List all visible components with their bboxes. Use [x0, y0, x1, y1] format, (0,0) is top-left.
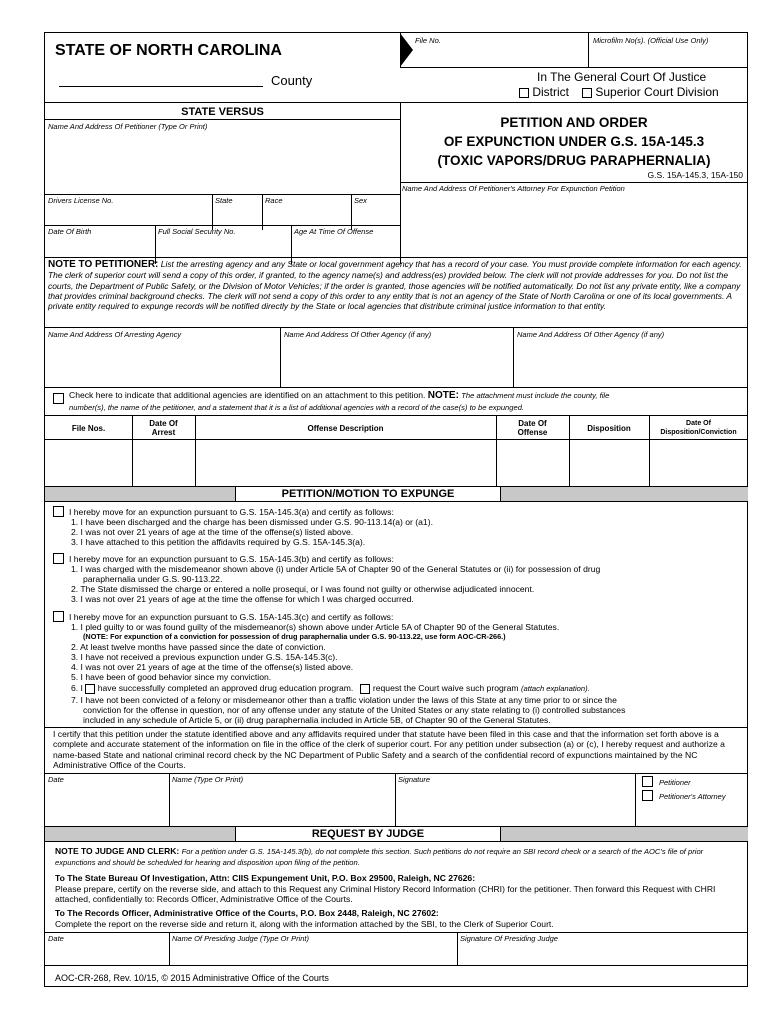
- ssn-label: Full Social Security No.: [158, 227, 236, 236]
- additional-agencies-checkbox[interactable]: [53, 393, 64, 404]
- sig-divider-2: [395, 773, 396, 826]
- item-6-option-a: have successfully completed an approved drug education program.: [97, 683, 354, 693]
- col-date-offense-1: Date Of: [518, 419, 547, 428]
- col-disposition: Disposition: [587, 424, 631, 433]
- petitioner-checkbox[interactable]: [642, 776, 653, 787]
- court-title: In The General Court Of Justice: [537, 70, 707, 84]
- state-label: State: [215, 196, 233, 205]
- certification-text: I certify that this petition under the statute identified above and any affidavits required under that statute have been filed in this case and that the information set forth above is a complete and accurate statement of the information on file in the office of the clerk of superior court. For any petition under subsection (a) or (c), I hereby request and authorize a name-based State and national criminal record check by the NC Department of Public Safety and a search of the confidential record of expunctions maintained by the NC Administrative Office of the Courts.: [53, 729, 725, 770]
- item-6-option-b-note: (attach explanation).: [520, 684, 590, 693]
- attachment-note-head: NOTE:: [427, 390, 459, 401]
- judge-note-text: For a petition under G.S. 15A-145.3(b), do not complete this section. Such petitions do not require an SBI record check or a search of the AOC's file of prior expunctions and should be scheduled for hearing and disposition upon filing of the petition.: [55, 847, 704, 867]
- section-b-item-3: 3. I was not over 21 years of age at the time the offense for which I was charged occurred.: [71, 594, 414, 604]
- petitioner-role-label: Petitioner: [659, 778, 691, 787]
- petition-title-1: PETITION AND ORDER: [500, 115, 648, 130]
- microfilm-divider: [588, 33, 589, 67]
- expunction-form: [44, 32, 748, 987]
- other-agency-1-label: Name And Address Of Other Agency (if any): [284, 330, 432, 339]
- sbi-heading: To The State Bureau Of Investigation, Attn: CIIS Expungement Unit, P.O. Box 29500, Raleigh, NC 27626:: [55, 873, 476, 883]
- attachment-note-text: The attachment must include the county, file: [461, 391, 610, 400]
- judge-note-head: NOTE TO JUDGE AND CLERK:: [55, 846, 180, 856]
- dl-label: Drivers License No.: [48, 196, 114, 205]
- section-c-item-7-cont-1: conviction for the offense in question, nor of any offense under any statute of the United States or any state relating to (i) controlled substances: [83, 705, 626, 715]
- aoc-text: Complete the report on the reverse side and return it, along with the information attached by the SBI, to the Clerk of Superior Court.: [55, 919, 554, 929]
- note-rule: [45, 257, 748, 258]
- microfilm-label: Microfilm No(s). (Official Use Only): [593, 36, 709, 45]
- section-c-note: (NOTE: For expunction of a conviction for possession of drug paraphernalia under G.S. 90-113.22, use form AOC-CR-266.): [83, 632, 506, 641]
- col-disposition-date: [649, 419, 748, 437]
- dob-label: Date Of Birth: [48, 227, 92, 236]
- agency-rule: [45, 327, 748, 328]
- section-c-item-5: 5. I have been of good behavior since my conviction.: [71, 672, 272, 682]
- col-date-arrest: [132, 419, 195, 437]
- age-label: Age At Time Of Offense: [294, 227, 374, 236]
- col-date-offense: [496, 419, 569, 437]
- section-a-item-3: 3. I have attached to this petition the affidavits required by G.S. 15A-145.3(a).: [71, 537, 366, 547]
- section-c-item-7: 7. I have not been convicted of a felony or misdemeanor other than a traffic violation under the laws of this State at any time prior to or since the: [71, 695, 617, 705]
- note-to-petitioner: [48, 259, 746, 311]
- section-a-checkbox[interactable]: [53, 506, 64, 517]
- state-title: STATE OF NORTH CAROLINA: [55, 42, 282, 59]
- sex-label: Sex: [354, 196, 367, 205]
- section-b-item-1-cont: paraphernalia under G.S. 90-113.22.: [83, 574, 223, 584]
- district-label: District: [532, 85, 570, 99]
- attorney-role-label: Petitioner's Attorney: [659, 792, 726, 801]
- signature-rule: [45, 773, 748, 774]
- section-b-item-2: 2. The State dismissed the charge or entered a nolle prosequi, or I was found not guilty or otherwise adjudicated innocent.: [71, 584, 535, 594]
- request-title: REQUEST BY JUDGE: [235, 827, 501, 841]
- district-option: [519, 85, 569, 99]
- superior-label: Superior Court Division: [595, 85, 719, 99]
- file-no-arrow: [400, 33, 413, 67]
- state-versus: STATE VERSUS: [181, 106, 264, 118]
- offense-header-top: [45, 415, 748, 416]
- item-6-prefix: 6. I: [71, 683, 83, 693]
- petition-date-label: Date: [48, 775, 64, 784]
- attachment-check-text: Check here to indicate that additional agencies are identified on an attachment to this petition.: [69, 390, 426, 400]
- col-date-arrest-2: Arrest: [151, 428, 176, 437]
- motion-band: [45, 486, 748, 502]
- attachment-line-1: [69, 390, 609, 401]
- race-label: Race: [265, 196, 283, 205]
- request-band: [45, 826, 748, 842]
- sig-divider-1: [169, 773, 170, 826]
- footer-rule: [45, 965, 748, 966]
- drug-program-completed-checkbox[interactable]: [85, 684, 95, 694]
- versus-rule: [45, 119, 400, 120]
- aoc-heading: To The Records Officer, Administrative Office of the Courts, P.O. Box 2448, Raleigh, NC 27602:: [55, 908, 439, 918]
- attachment-rule: [45, 387, 748, 388]
- section-c-item-7-cont-2: included in any schedule of Article 5, or (ii) drug paraphernalia included in Article 5B, of Chapter 90 of the General Statutes.: [83, 715, 551, 725]
- agency-divider-2: [513, 327, 514, 387]
- superior-checkbox[interactable]: [582, 88, 592, 98]
- sbi-text: Please prepare, certify on the reverse side, and attach to this Request any Criminal History Record Information (CHRI) for the petitioner. Then forward this Request with CHRI attached, confidentially to: Records Officer, Administrative Office of the Courts.: [55, 884, 716, 905]
- section-a-intro: I hereby move for an expunction pursuant to G.S. 15A-145.3(a) and certify as follows:: [69, 507, 394, 517]
- petition-title-3: (TOXIC VAPORS/DRUG PARAPHERNALIA): [437, 153, 711, 168]
- col-disp-date-2: Disposition/Conviction: [660, 429, 737, 436]
- motion-title: PETITION/MOTION TO EXPUNGE: [235, 487, 501, 501]
- attorney-label: Name And Address Of Petitioner's Attorney For Expunction Petition: [402, 184, 625, 193]
- dl-rule: [45, 194, 400, 195]
- section-c-item-2: 2. At least twelve months have passed since the date of conviction.: [71, 642, 326, 652]
- section-c-item-6: [71, 683, 590, 694]
- judge-signature-label: Signature Of Presiding Judge: [460, 934, 558, 943]
- certify-rule: [45, 727, 748, 728]
- judge-date-label: Date: [48, 934, 64, 943]
- attorney-rule: [400, 182, 748, 183]
- section-b-intro: I hereby move for an expunction pursuant to G.S. 15A-145.3(b) and certify as follows:: [69, 554, 394, 564]
- form-footer: AOC-CR-268, Rev. 10/15, © 2015 Administrative Office of the Courts: [55, 973, 329, 983]
- attachment-line-2: number(s), the name of the petitioner, and a statement that it is a list of additional agencies with a record of the case(s) to be expunged.: [69, 403, 525, 412]
- col-offense-desc: Offense Description: [307, 424, 384, 433]
- agency-divider-1: [280, 327, 281, 387]
- section-b-checkbox[interactable]: [53, 553, 64, 564]
- dob-rule: [45, 225, 400, 226]
- section-b-item-1: 1. I was charged with the misdemeanor shown above (i) under Article 5A of Chapter 90 of the General Statutes or (ii) for possession of drug: [71, 564, 601, 574]
- col-date-offense-2: Offense: [517, 428, 548, 437]
- note-petitioner-heading: NOTE TO PETITIONER:: [48, 259, 159, 270]
- waive-program-checkbox[interactable]: [360, 684, 370, 694]
- item-6-option-b: request the Court waive such program: [372, 683, 519, 693]
- statute-ref: G.S. 15A-145.3, 15A-150: [647, 170, 743, 180]
- petition-signature-label: Signature: [398, 775, 431, 784]
- judge-name-label: Name Of Presiding Judge (Type Or Print): [172, 934, 309, 943]
- section-a-item-2: 2. I was not over 21 years of age at the time of the offense(s) listed above.: [71, 527, 354, 537]
- sig-divider-3: [635, 773, 636, 826]
- section-c-checkbox[interactable]: [53, 611, 64, 622]
- note-petitioner-text: List the arresting agency and any State or local government agency that has a record of your case. You must provide complete information for each agency. The clerk of superior court will send a copy of this order, if granted, to the agency name(s) and address(es) provided below. The clerk will not provide addresses for you. Do not list the courts, the Department of Public Safety, or the Division of Motor Vehicles; if the order is granted, those agencies will be notified automatically. Do not list any private entity, like a company that provides criminal background checks. The clerk will not send a copy of this order to any entity that is not an agency of the State of North Carolina or one of its local governments. A private entity required to expunge records will be notified directly by the State or local agencies that distribute criminal justice information to that entity.: [48, 259, 742, 312]
- col-disp-date-1: Date Of: [686, 420, 711, 427]
- petition-title-2: OF EXPUNCTION UNDER G.S. 15A-145.3: [443, 134, 705, 149]
- judge-sig-rule: [45, 932, 748, 933]
- file-no-divider: [400, 33, 401, 67]
- county-line: [59, 86, 263, 87]
- judge-divider-2: [457, 932, 458, 965]
- district-checkbox[interactable]: [519, 88, 529, 98]
- judge-divider-1: [169, 932, 170, 965]
- arresting-agency-label: Name And Address Of Arresting Agency: [48, 330, 182, 339]
- section-c-intro: I hereby move for an expunction pursuant to G.S. 15A-145.3(c) and certify as follows:: [69, 612, 394, 622]
- section-a-item-1: 1. I have been discharged and the charge has been dismissed under G.S. 90-113.14(a) or (a1).: [71, 517, 433, 527]
- header-rule: [400, 67, 748, 68]
- col-date-arrest-1: Date Of: [149, 419, 178, 428]
- superior-option: [582, 85, 719, 99]
- petitioner-name-label: Name And Address Of Petitioner (Type Or Print): [48, 122, 208, 131]
- petition-name-label: Name (Type Or Print): [172, 775, 244, 784]
- versus-rule-top: [45, 102, 748, 103]
- judge-note: [55, 846, 745, 868]
- file-no-label: File No.: [415, 36, 441, 45]
- attorney-checkbox[interactable]: [642, 790, 653, 801]
- county-label: County: [271, 73, 313, 88]
- other-agency-2-label: Name And Address Of Other Agency (if any): [517, 330, 665, 339]
- offense-header-bottom: [45, 439, 748, 440]
- section-c-item-3: 3. I have not received a previous expunction under G.S. 15A-145.3(c).: [71, 652, 338, 662]
- col-file-nos: File Nos.: [71, 424, 106, 433]
- section-c-item-1: 1. I pled guilty to or was found guilty of the misdemeanor(s) shown above under Article 5A of Chapter 90 of the General Statutes.: [71, 622, 560, 632]
- section-c-item-4: 4. I was not over 21 years of age at the time of the offense(s) listed above.: [71, 662, 354, 672]
